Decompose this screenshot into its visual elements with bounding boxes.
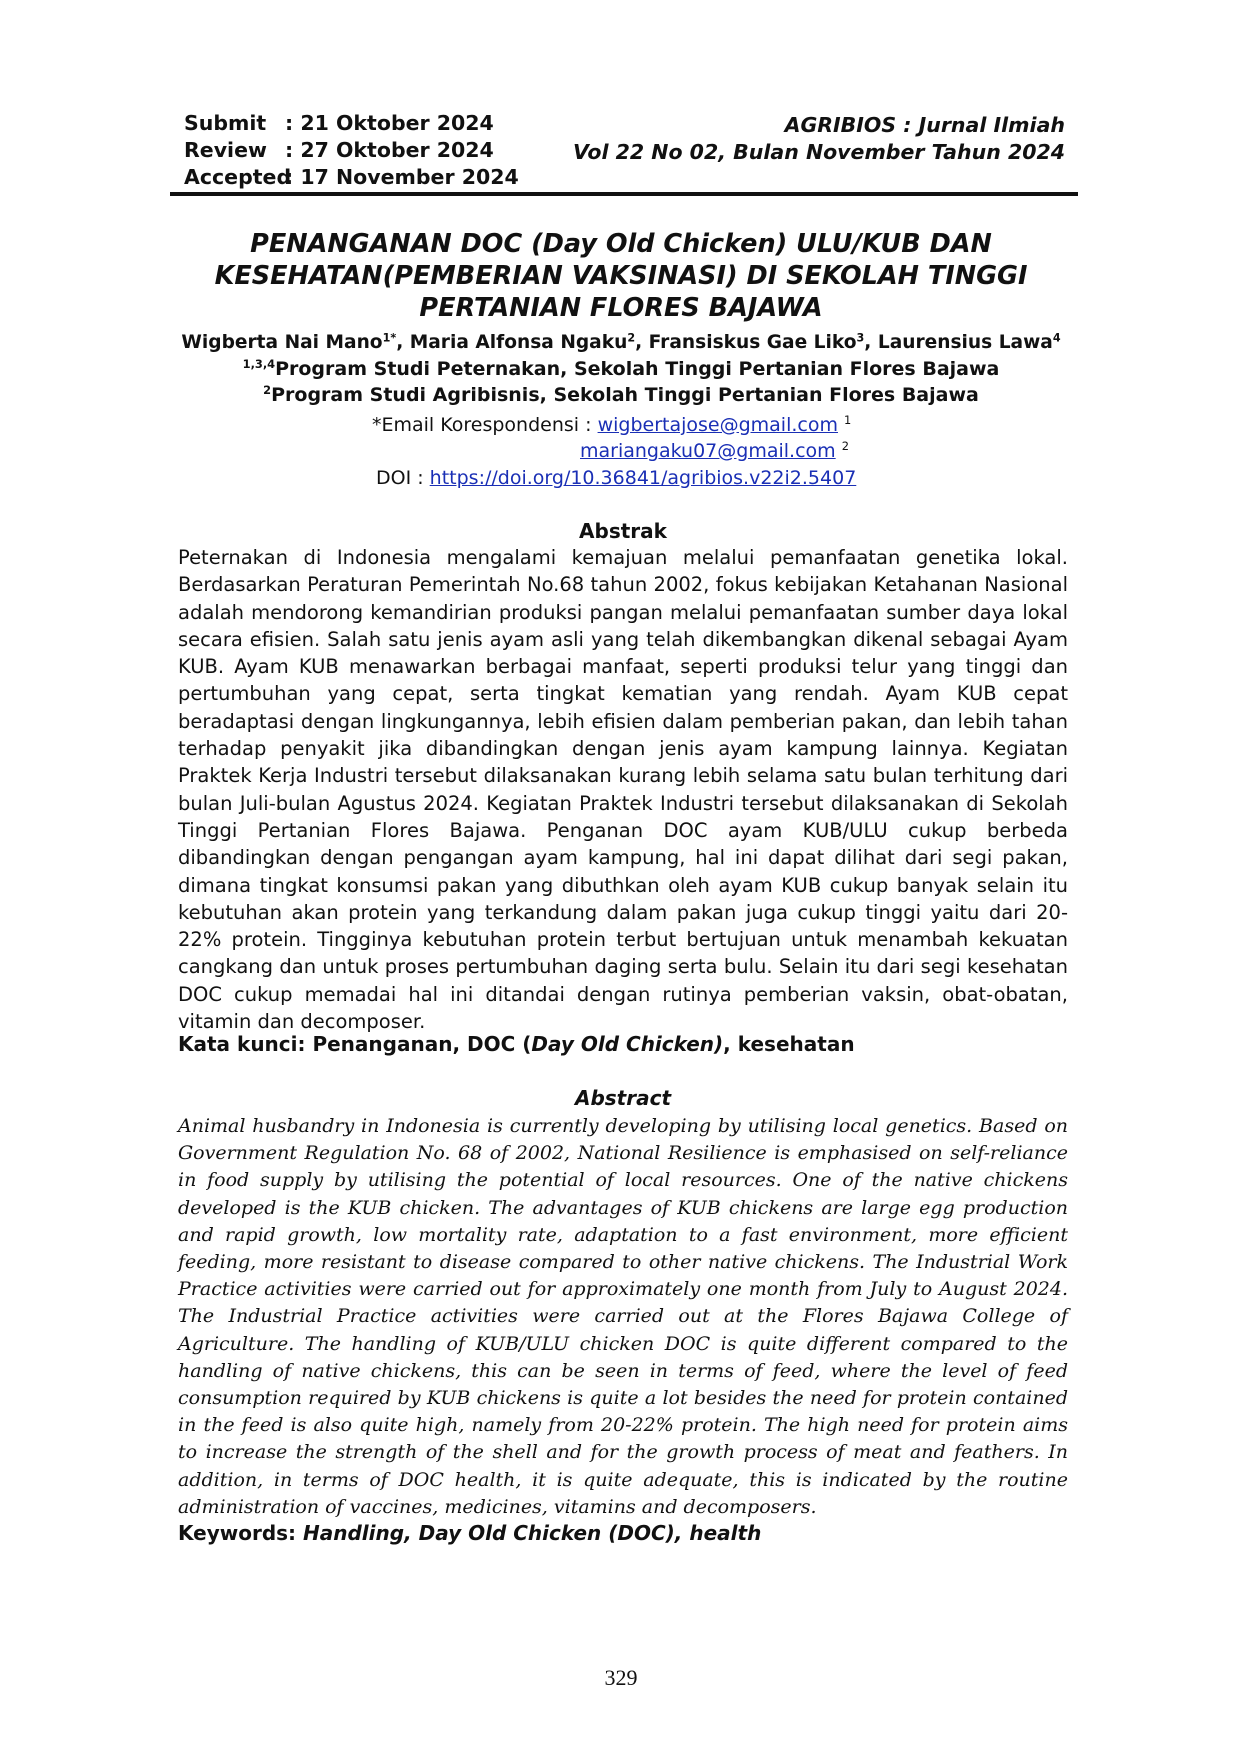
keywords (178, 1520, 761, 1546)
correspondence-email-line (372, 413, 851, 438)
email-link-1[interactable]: wigbertajose@gmail.com (597, 414, 838, 436)
affiliation-1 (150, 357, 1092, 382)
kata-kunci-label: Kata kunci: Penanganan, DOC ( (178, 1032, 532, 1056)
email-label: *Email Korespondensi : (372, 414, 598, 436)
author-name: Maria Alfonsa Ngaku (409, 332, 628, 353)
header-divider (170, 192, 1078, 196)
kata-kunci-rest: , kesehatan (723, 1032, 855, 1056)
author-sep: , (635, 332, 649, 353)
accepted-date-row (184, 164, 519, 191)
submit-date: : 21 Oktober 2024 (285, 111, 494, 135)
submit-label: Submit (184, 111, 267, 135)
email-link-2[interactable]: mariangaku07@gmail.com (580, 440, 836, 462)
affiliation-2-sup: 2 (263, 383, 272, 398)
doi-link[interactable]: https://doi.org/10.36841/agribios.v22i2.5407 (429, 467, 857, 489)
author-name: Laurensius Lawa (877, 332, 1053, 353)
journal-name: AGRIBIOS : Jurnal Ilmiah (784, 113, 1065, 137)
accepted-label: Accepted (184, 165, 292, 189)
accepted-date: : 17 November 2024 (285, 165, 519, 189)
review-label: Review (184, 138, 267, 162)
review-date: : 27 Oktober 2024 (285, 138, 494, 162)
paper-title (150, 228, 1092, 324)
abstract-heading: Abstract (574, 1086, 672, 1110)
doi-label: DOI : (376, 467, 430, 489)
email-sup-2: 2 (841, 439, 849, 454)
author-sup: 4 (1052, 331, 1061, 345)
title-line-2: KESEHATAN(PEMBERIAN VAKSINASI) DI SEKOLAH TINGGI (214, 261, 1028, 291)
kata-kunci (178, 1031, 855, 1057)
doi-line (376, 466, 856, 491)
kata-kunci-italic: Day Old Chicken) (531, 1032, 724, 1056)
author-sep: , (864, 332, 878, 353)
author-sup: 1* (382, 331, 397, 345)
affiliation-2-text: Program Studi Agribisnis, Sekolah Tinggi Pertanian Flores Bajawa (271, 384, 979, 406)
journal-issue: Vol 22 No 02, Bulan November Tahun 2024 (573, 140, 1065, 164)
abstract-body: Animal husbandry in Indonesia is currently developing by utilising local genetics. Based on Government Regulation No. 68 of 2002, National Resilience is emphasised on self-reliance in food supply by utilising the potential of local resources. One of the native chickens developed is the KUB chicken. The advantages of KUB chickens are large egg production and rapid growth, low mortality rate, adaptation to a fast environment, more efficient feeding, more resistant to disease compared to other native chickens. The Industrial Work Practice activities were carried out for approximately one month from July to August 2024. The Industrial Practice activities were carried out at the Flores Bajawa College of Agriculture. The handling of KUB/ULU chicken DOC is quite different compared to the handling of native chickens, this can be seen in terms of feed, where the level of feed consumption required by KUB chickens is quite a lot besides the need for protein contained in the feed is also quite high, namely from 20-22% protein. The high need for protein aims to increase the strength of the shell and for the growth process of meat and feathers. In addition, in terms of DOC health, it is quite adequate, this is indicated by the routine administration of vaccines, medicines, vitamins and decomposers. (178, 1115, 1068, 1518)
submission-dates (184, 110, 519, 191)
affiliation-2 (150, 383, 1092, 408)
author-name: Wigberta Nai Mano (181, 332, 383, 353)
journal-info (573, 112, 1065, 166)
abstrak-body: Peternakan di Indonesia mengalami kemajuan melalui pemanfaatan genetika lokal. Berdasarkan Peraturan Pemerintah No.68 tahun 2002, fokus kebijakan Ketahanan Nasional adalah mendorong kemandirian produksi pangan melalui pemanfaatan sumber daya lokal secara efisien. Salah satu jenis ayam asli yang telah dikembangkan dikenal sebagai Ayam KUB. Ayam KUB menawarkan berbagai manfaat, seperti produksi telur yang tinggi dan pertumbuhan yang cepat, serta tingkat kematian yang rendah. Ayam KUB cepat beradaptasi dengan lingkungannya, lebih efisien dalam pemberian pakan, dan lebih tahan terhadap penyakit jika dibandingkan dengan jenis ayam kampung lainnya. Kegiatan Praktek Kerja Industri tersebut dilaksanakan kurang lebih selama satu bulan terhitung dari bulan Juli-bulan Agustus 2024. Kegiatan Praktek Industri tersebut dilaksanakan di Sekolah Tinggi Pertanian Flores Bajawa. Penganan DOC ayam KUB/ULU cukup berbeda dibandingkan dengan pengangan ayam kampung, hal ini dapat dilihat dari segi pakan, dimana tingkat konsumsi pakan yang dibuthkan oleh ayam KUB cukup banyak selain itu kebutuhan akan protein yang terkandung dalam pakan juga cukup tinggi yaitu dari 20-22% protein. Tingginya kebutuhan protein terbut bertujuan untuk menambah kekuatan cangkang dan untuk proses pertumbuhan daging serta bulu. Selain itu dari segi kesehatan DOC cukup memadai hal ini ditandai dengan rutinya pemberian vaksin, obat-obatan, vitamin dan decomposer. (178, 546, 1068, 1034)
author-sup: 3 (856, 331, 865, 345)
page-number: 329 (604, 1665, 638, 1690)
keywords-label: Keywords: (178, 1521, 304, 1545)
author-name: Fransiskus Gae Liko (648, 332, 857, 353)
keywords-italic: Handling, Day Old Chicken (DOC), health (303, 1521, 762, 1545)
title-line-1: PENANGANAN DOC (Day Old Chicken) ULU/KUB DAN (250, 229, 992, 259)
title-line-3: PERTANIAN FLORES BAJAWA (419, 293, 823, 323)
author-sup: 2 (627, 331, 636, 345)
affiliation-1-sup: 1,3,4 (242, 357, 276, 372)
submit-date-row (184, 110, 519, 137)
author-sep: , (396, 332, 410, 353)
review-date-row (184, 137, 519, 164)
correspondence-email-line-2 (580, 439, 849, 464)
abstrak-heading: Abstrak (579, 519, 667, 543)
email-sup-1: 1 (844, 413, 852, 428)
author-list (150, 330, 1092, 355)
affiliation-1-text: Program Studi Peternakan, Sekolah Tinggi Pertanian Flores Bajawa (275, 358, 1000, 380)
